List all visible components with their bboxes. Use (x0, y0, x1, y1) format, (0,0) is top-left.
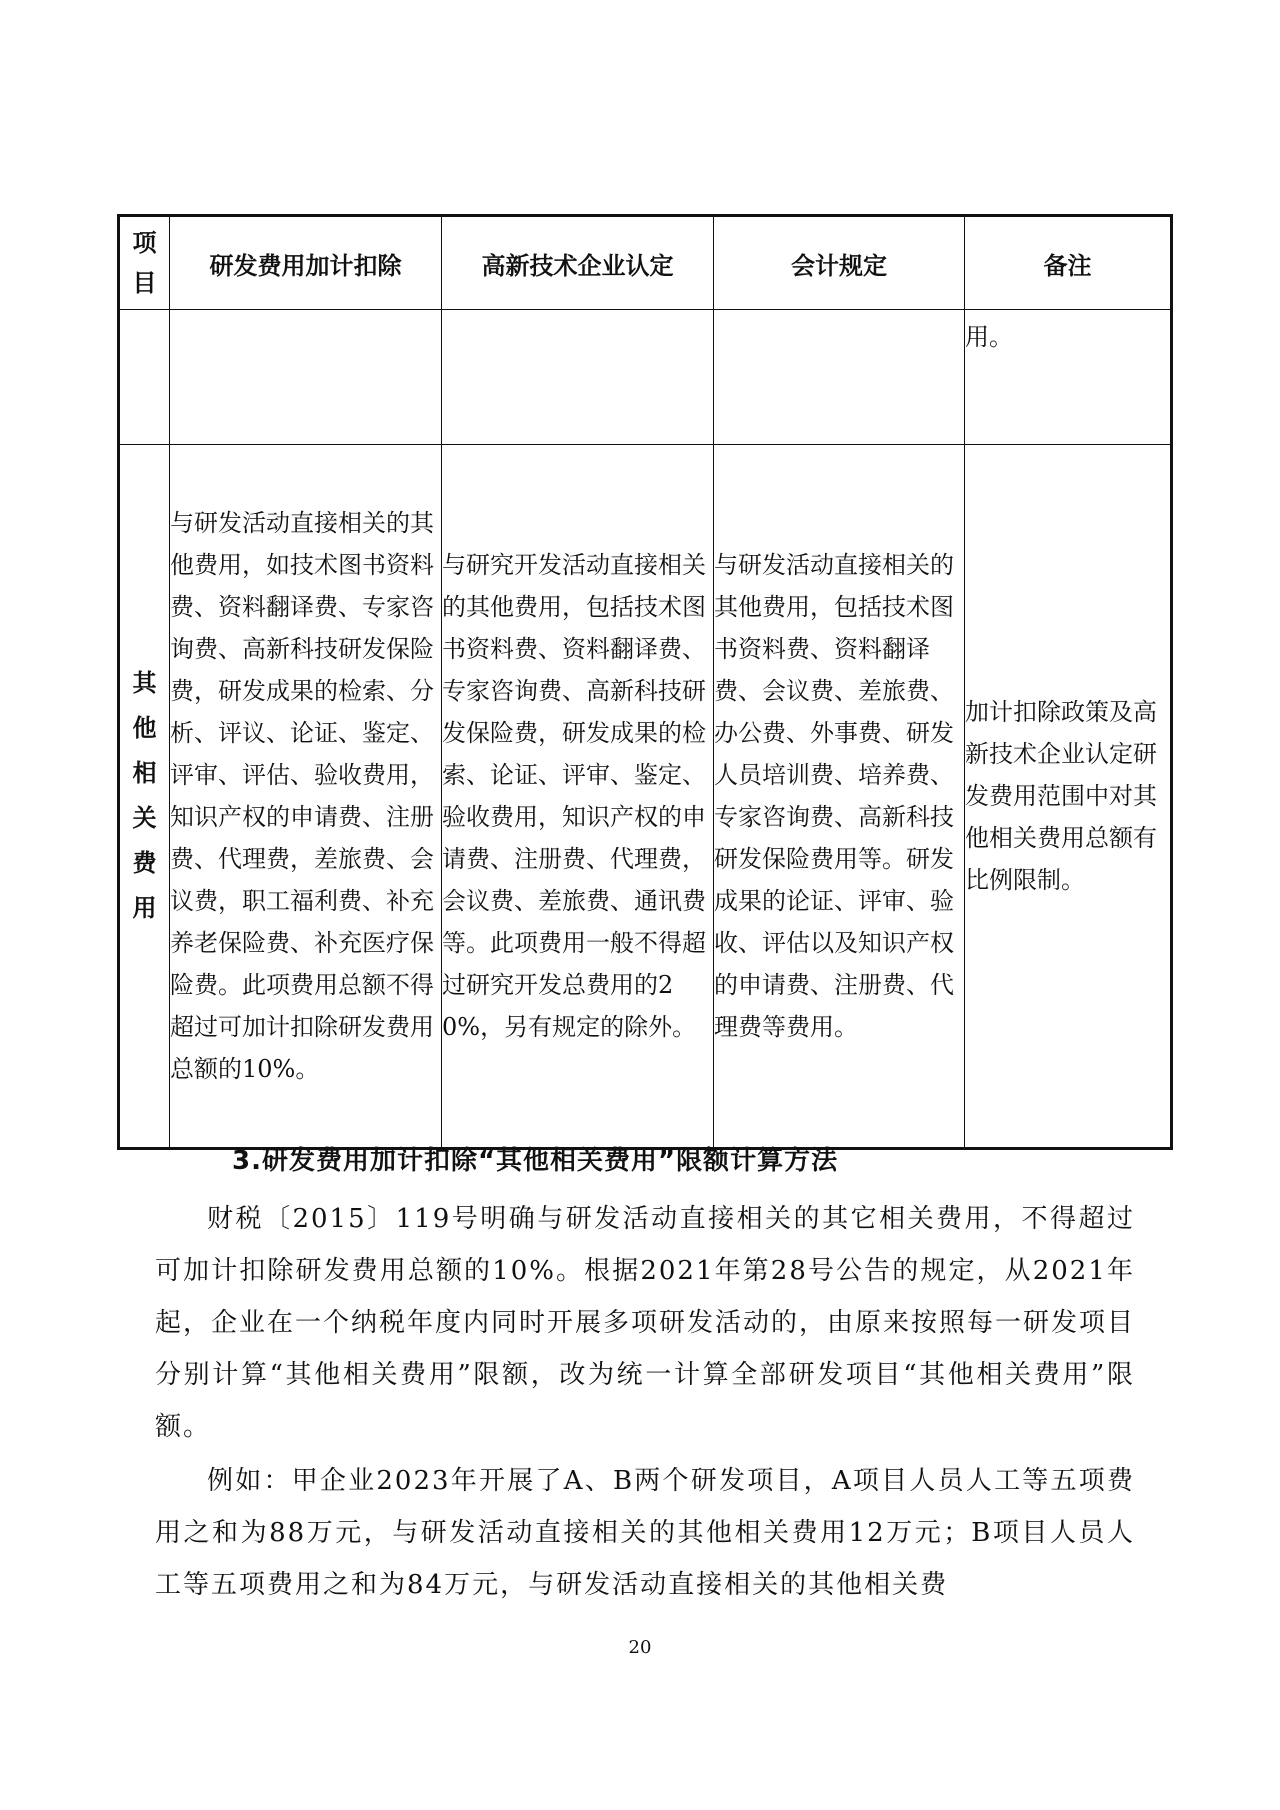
table-header-row (119, 216, 1172, 310)
cont-cell-item (119, 310, 170, 445)
section-title: 3.研发费用加计扣除“其他相关费用”限额计算方法 (232, 1146, 839, 1176)
cell-remarks: 加计扣除政策及高新技术企业认定研发费用范围中对其他相关费用总额有比例限制。 (965, 445, 1172, 1149)
cont-cell-accounting (714, 310, 965, 445)
comparison-table (117, 214, 1173, 1150)
body-paragraph-1: 财税〔2015〕119号明确与研发活动直接相关的其它相关费用，不得超过可加计扣除研发费用总额的10%。根据2021年第28号公告的规定，从2021年起，企业在一个纳税年度内同时开展多项研发活动的，由原来按照每一研发项目分别计算“其他相关费用”限额，改为统一计算全部研发项目“其他相关费用”限额。 (155, 1204, 1136, 1442)
header-item (119, 216, 170, 310)
table-row-other-costs (119, 445, 1172, 1149)
cell-high-tech: 与研究开发活动直接相关的其他费用，包括技术图书资料费、资料翻译费、专家咨询费、高新科技研发保险费，研发成果的检索、论证、评审、鉴定、验收费用，知识产权的申请费、注册费、代理费，会议费、差旅费、通讯费等。此项费用一般不得超过研究开发总费用的20%，另有规定的除外。 (442, 445, 714, 1149)
cont-cell-remarks: 用。 (965, 310, 1172, 445)
cont-cell-hightech (442, 310, 714, 445)
row-label-other-costs (119, 445, 170, 1149)
table-row-continuation (119, 310, 1172, 445)
body-paragraph-2: 例如：甲企业2023年开展了A、B两个研发项目，A项目人员人工等五项费用之和为88万元，与研发活动直接相关的其他相关费用12万元；B项目人员人工等五项费用之和为84万元，与研发活动直接相关的其他相关费 (155, 1466, 1135, 1600)
header-rd-deduction: 研发费用加计扣除 (170, 216, 442, 310)
cell-accounting: 与研发活动直接相关的其他费用，包括技术图书资料费、资料翻译费、会议费、差旅费、办公费、外事费、研发人员培训费、培养费、专家咨询费、高新科技研发保险费用等。研发成果的论证、评审、验收、评估以及知识产权的申请费、注册费、代理费等费用。 (714, 445, 965, 1149)
header-high-tech: 高新技术企业认定 (442, 216, 714, 310)
page-number: 20 (628, 1637, 652, 1658)
header-item-label: 项 目 (132, 229, 157, 297)
cell-rd-deduction: 与研发活动直接相关的其他费用，如技术图书资料费、资料翻译费、专家咨询费、高新科技研发保险费，研发成果的检索、分析、评议、论证、鉴定、评审、评估、验收费用，知识产权的申请费、注册费、代理费，差旅费、会议费，职工福利费、补充养老保险费、补充医疗保险费。此项费用总额不得超过可加计扣除研发费用总额的10%。 (170, 445, 442, 1149)
header-remarks: 备注 (965, 216, 1172, 310)
header-accounting: 会计规定 (714, 216, 965, 310)
row-label-text: 其 他 相 关 费 用 (132, 669, 157, 922)
cont-cell-rd (170, 310, 442, 445)
